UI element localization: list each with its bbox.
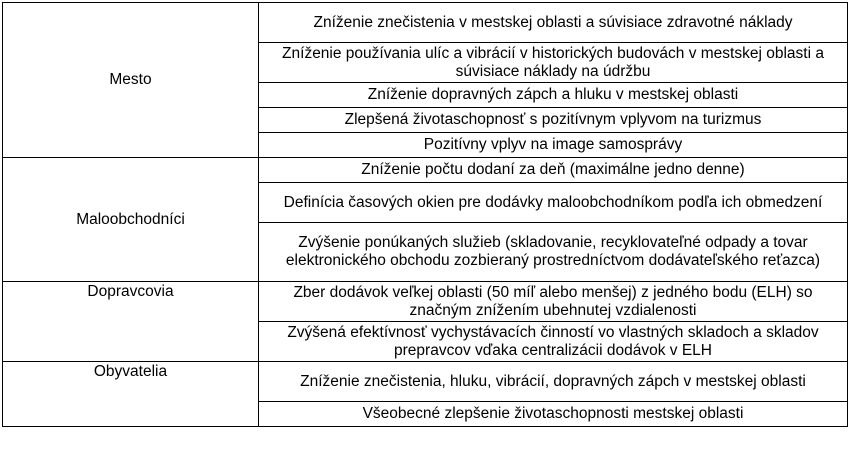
benefit-cell: Pozitívny vplyv na image samosprávy	[259, 133, 848, 158]
benefit-cell: Zníženie znečistenia v mestskej oblasti a súvisiace zdravotné náklady	[259, 3, 848, 43]
table-row	[3, 158, 848, 183]
benefit-cell: Zvýšenie ponúkaných služieb (skladovanie, recyklovateľné odpady a tovar elektronického obchodu zozbieraný prostredníctvom dodávateľského reťazca)	[259, 223, 848, 282]
benefit-cell: Všeobecné zlepšenie životaschopnosti mestskej oblasti	[259, 402, 848, 427]
stakeholder-cell-dopravcovia: Dopravcovia	[3, 282, 259, 362]
table-row	[3, 3, 848, 43]
benefit-cell: Zlepšená životaschopnosť s pozitívnym vplyvom na turizmus	[259, 108, 848, 133]
table-row	[3, 282, 848, 322]
benefit-cell: Zníženie počtu dodaní za deň (maximálne jedno denne)	[259, 158, 848, 183]
benefit-cell: Zber dodávok veľkej oblasti (50 míľ alebo menšej) z jedného bodu (ELH) so značným znížením ubehnutej vzdialenosti	[259, 282, 848, 322]
benefit-cell: Definícia časových okien pre dodávky maloobchodníkom podľa ich obmedzení	[259, 183, 848, 223]
table-row	[3, 362, 848, 402]
benefit-cell: Zníženie znečistenia, hluku, vibrácií, dopravných zápch v mestskej oblasti	[259, 362, 848, 402]
stakeholder-cell-obyvatelia: Obyvatelia	[3, 362, 259, 427]
benefit-cell: Zvýšená efektívnosť vychystávacích činností vo vlastných skladoch a skladov prepravcov vďaka centralizácii dodávok v ELH	[259, 322, 848, 362]
benefit-cell: Zníženie dopravných zápch a hluku v mestskej oblasti	[259, 83, 848, 108]
stakeholder-cell-mesto: Mesto	[3, 3, 259, 158]
benefits-table	[2, 2, 848, 427]
stakeholder-cell-maloobchodnici: Maloobchodníci	[3, 158, 259, 282]
benefit-cell: Zníženie používania ulíc a vibrácií v historických budovách v mestskej oblasti a súvisiace náklady na údržbu	[259, 43, 848, 83]
